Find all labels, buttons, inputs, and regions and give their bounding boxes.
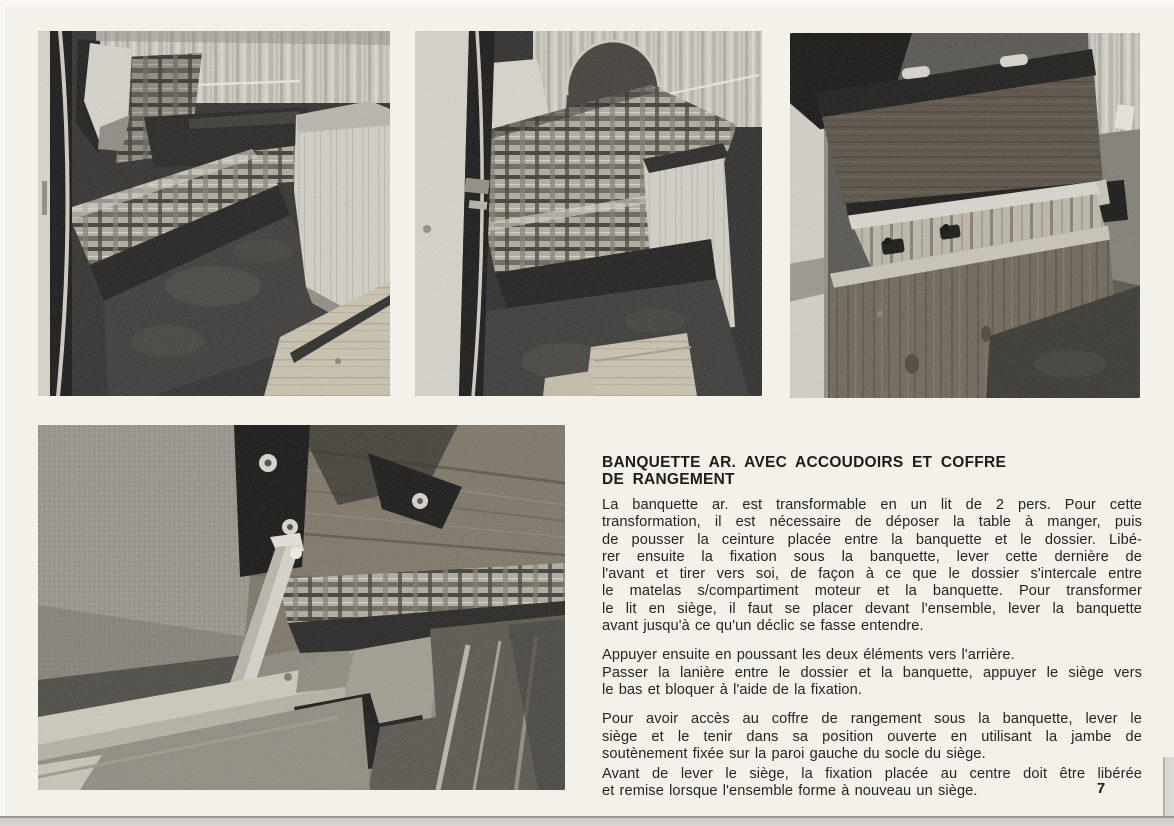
photo-van-interior-bed-mode-image [415,31,762,396]
text-line: La banquette ar. est transformable en un lit de 2 pers. Pour cette [602,497,1142,513]
text-line: Passer la lanière entre le dossier et la banquette, appuyer le siège vers [602,664,1142,681]
paragraph-push-elements [602,647,1142,664]
paragraph-center-fixation [602,766,1142,801]
paragraph-strap-fixation [602,665,1142,700]
text-line: de pousser la ceinture placée entre la banquette et le dossier. Libé- [602,531,1142,548]
text-line: Pour avoir accès au coffre de rangement sous la banquette, lever le [602,711,1142,728]
scan-edge-left [0,0,5,826]
text-line: avant jusqu'à ce qu'un déclic se fasse entendre. [602,618,924,635]
text-line: l'avant et tirer vers soi, de façon à ce que le dossier s'intercale entre [602,566,1142,583]
page-number: 7 [1096,780,1106,797]
text-line: rer ensuite la fixation sous la banquette, lever cette dernière de [602,548,1142,565]
photo-van-interior-bed-mode [415,31,762,396]
scan-edge-right [1163,757,1174,817]
photo-storage-chest-open [790,33,1140,398]
photo-van-interior-seat-mode [38,31,390,396]
text-line: Appuyer ensuite en poussant les deux éléments vers l'arrière. [602,647,1015,664]
text-line: et remise lorsque l'ensemble forme à nouveau un siège. [602,783,978,800]
photo-support-leg-closeup-image [38,425,565,790]
text-column [602,455,1142,801]
text-line: transformation, il est nécessaire de déposer la table à manger, puis [602,514,1142,531]
text-line: le matelas s/compartiment moteur et la banquette. Pour transformer [602,583,1142,600]
paragraph-storage-access [602,711,1142,763]
scan-edge-top [0,0,1174,6]
text-line: siège et le tenir dans sa position ouverte en utilisant la jambe de [602,728,1142,745]
section-heading [602,455,1142,488]
text-line: soutènement fixée sur la paroi gauche du socle du siège. [602,745,986,762]
text-line: le lit en siège, il faut se placer devant l'ensemble, lever la banquette [602,600,1142,617]
paragraph-transform-to-bed [602,497,1142,635]
photo-support-leg-closeup [38,425,565,790]
section-heading-line2: DE RANGEMENT [602,470,735,488]
section-heading-line1: BANQUETTE AR. AVEC ACCOUDOIRS ET COFFRE [602,454,1007,471]
text-line: Avant de lever le siège, la fixation placée au centre doit être libérée [602,766,1142,783]
scan-edge-bottom [0,816,1174,826]
text-line: le bas et bloquer à l'aide de la fixation. [602,681,863,698]
photo-van-interior-seat-mode-image [38,31,390,396]
photo-storage-chest-open-image [790,33,1140,398]
